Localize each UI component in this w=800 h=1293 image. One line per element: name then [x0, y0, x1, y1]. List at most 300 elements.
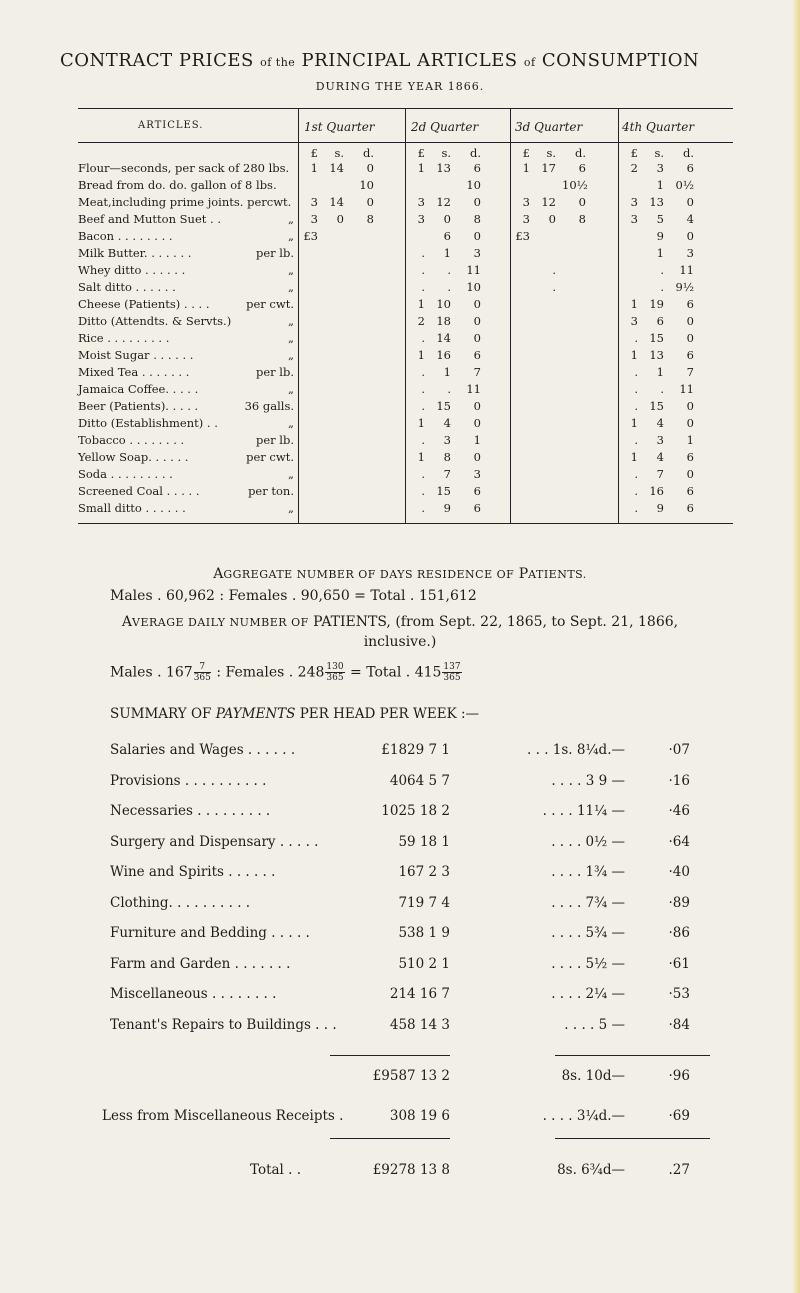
- article-name: Whey ditto . . . . . .: [78, 263, 186, 277]
- header-q2: 2d Quarter: [411, 120, 479, 134]
- price-cell-q4: [620, 263, 720, 278]
- males-label: Males . 167: [110, 664, 193, 681]
- subtotal-rule: [330, 1055, 450, 1056]
- price-cell-q1: [300, 348, 400, 363]
- price-d: 0: [473, 416, 481, 430]
- price-d: 0: [473, 331, 481, 345]
- price-d: 0: [366, 195, 374, 209]
- article-name: Flour—seconds, per sack of 280 lbs.: [78, 161, 290, 175]
- summary-week: . . . . 5½ —: [551, 955, 625, 972]
- summary-label: Clothing. . . . . . . . . .: [110, 894, 251, 911]
- price-l: 1: [417, 297, 425, 311]
- price-s: 9: [443, 501, 451, 515]
- summary-week: . . . . 3 9 —: [551, 772, 625, 789]
- price-cell-q1: [300, 399, 400, 414]
- article-unit: per lb.: [255, 246, 294, 260]
- price-cell-q4: [620, 433, 720, 448]
- article-unit: „: [288, 263, 294, 277]
- currency-d: d.: [469, 146, 481, 160]
- price-d: 6: [473, 348, 481, 362]
- currency-l: £: [417, 146, 425, 160]
- summary-week: . . . . 2¼ —: [551, 986, 625, 1002]
- summary-week: . . . . 5¾ —: [551, 925, 625, 941]
- price-cell-q2: [407, 263, 507, 278]
- price-cell-q1: [300, 433, 400, 448]
- article-name: Beef and Mutton Suet . .: [78, 212, 221, 226]
- price-l: 3: [630, 195, 638, 209]
- price-d: 8: [366, 212, 374, 226]
- summary-frac: ·64: [668, 833, 690, 850]
- summary-frac: ·40: [668, 864, 690, 880]
- summary-heading: [110, 706, 479, 722]
- article-unit: „: [288, 212, 294, 226]
- price-d: 8: [578, 212, 586, 226]
- article-unit: per lb.: [255, 433, 294, 447]
- price-s: 6: [656, 314, 664, 328]
- price-cell-q3: [512, 348, 612, 363]
- price-l: .: [421, 280, 425, 294]
- females-label: : Females . 248: [216, 664, 325, 681]
- price-d: 0: [473, 314, 481, 328]
- females-denominator: 365: [326, 673, 344, 683]
- price-d: 3: [473, 246, 481, 260]
- currency-l: £: [522, 146, 530, 160]
- price-cell-q4: [620, 399, 720, 414]
- table-row: [78, 195, 733, 210]
- price-d: 9½: [675, 280, 694, 294]
- price-s: 9: [656, 229, 664, 243]
- price-s: 0: [548, 212, 556, 226]
- table-row: [78, 161, 733, 176]
- table-row: [78, 348, 733, 363]
- price-d: 8: [473, 212, 481, 226]
- price-s: 12: [541, 195, 556, 209]
- price-l: .: [421, 246, 425, 260]
- price-cell-q3: [512, 365, 612, 380]
- price-cell-q4: [620, 195, 720, 210]
- price-s: 3: [656, 161, 664, 175]
- price-d: 11: [679, 263, 694, 277]
- summary-frac: ·89: [668, 894, 690, 911]
- summary-amount: 4064 5 7: [389, 772, 450, 789]
- currency-l: £: [310, 146, 318, 160]
- less-week: . . . . 3¼d.—: [542, 1108, 625, 1124]
- summary-label: Surgery and Dispensary . . . . .: [110, 833, 319, 850]
- summary-label: Furniture and Bedding . . . . .: [110, 925, 310, 941]
- price-s: 9: [656, 501, 664, 515]
- article-name: Cheese (Patients) . . . .: [78, 297, 210, 311]
- price-s: 12: [436, 195, 451, 209]
- price-d: 0: [473, 297, 481, 311]
- summary-row: [110, 801, 710, 825]
- price-d: 10½: [562, 178, 588, 192]
- price-cell-q1: [300, 263, 400, 278]
- price-s: 8: [443, 450, 451, 464]
- price-d: 3: [686, 246, 694, 260]
- price-cell-q1: [300, 280, 400, 295]
- price-d: 0: [366, 161, 374, 175]
- price-d: 10: [359, 178, 374, 192]
- summary-heading-b: PAYMENTS: [215, 706, 296, 722]
- summary-frac: ·86: [668, 925, 690, 941]
- currency-d: d.: [574, 146, 586, 160]
- price-cell-q4: [620, 229, 720, 244]
- article-unit: per lb.: [255, 365, 294, 379]
- price-cell-q2: [407, 416, 507, 431]
- price-d: 1: [686, 433, 694, 447]
- summary-week: . . . . 0½ —: [551, 833, 625, 850]
- total-rule: [330, 1138, 450, 1139]
- summary-frac: ·07: [668, 742, 690, 758]
- summary-amount: 538 1 9: [398, 925, 450, 941]
- price-d: 6: [473, 161, 481, 175]
- table-row: [78, 433, 733, 448]
- article-unit: „: [288, 280, 294, 294]
- price-cell-q4: [620, 484, 720, 499]
- price-cell-q1: [300, 365, 400, 380]
- currency-header-row: [78, 146, 733, 161]
- price-l: £3: [515, 229, 530, 243]
- price-cell-q3: [512, 161, 612, 176]
- price-cell-q2: [407, 161, 507, 176]
- price-cell-q3: [512, 212, 612, 227]
- aggregate-heading-d: ATIENTS.: [528, 568, 587, 581]
- table-row: [78, 365, 733, 380]
- price-cell-q4: [620, 314, 720, 329]
- average-heading-inclusive: inclusive.): [363, 634, 437, 650]
- price-s: .: [660, 280, 664, 294]
- article-name: Small ditto . . . . . .: [78, 501, 186, 515]
- price-cell-q2: [407, 467, 507, 482]
- price-s: 15: [649, 331, 664, 345]
- article-unit: „: [288, 229, 294, 243]
- title-lead: CONTRACT PRICES: [60, 50, 254, 71]
- males-denominator: 365: [193, 673, 211, 683]
- price-cell-q2: [407, 314, 507, 329]
- price-cell-q2: [407, 501, 507, 516]
- price-l: 1: [417, 450, 425, 464]
- summary-week: . . . 1s. 8¼d.—: [527, 742, 625, 758]
- summary-heading-a: SUMMARY OF: [110, 706, 212, 722]
- price-cell-q4: [620, 365, 720, 380]
- price-l: 1: [417, 416, 425, 430]
- price-d: 0: [686, 314, 694, 328]
- price-cell-q3: [512, 280, 612, 295]
- price-d: 6: [473, 501, 481, 515]
- total-fraction: [442, 662, 461, 683]
- price-l: 3: [417, 212, 425, 226]
- average-heading-a: A: [121, 614, 133, 630]
- price-cell-q1: [300, 382, 400, 397]
- table-row: [78, 399, 733, 414]
- currency-header-q1: [300, 146, 400, 161]
- currency-s: s.: [654, 146, 664, 160]
- prices-table: [78, 108, 733, 528]
- price-s: 4: [656, 416, 664, 430]
- table-row: [78, 246, 733, 261]
- price-d: 10: [466, 178, 481, 192]
- price-cell-q1: [300, 331, 400, 346]
- summary-frac: ·46: [668, 803, 690, 819]
- less-label: Less from Miscellaneous Receipts .: [102, 1108, 344, 1124]
- price-s: 14: [329, 195, 344, 209]
- price-l: .: [634, 467, 638, 481]
- price-l: .: [421, 331, 425, 345]
- price-cell-q4: [620, 450, 720, 465]
- price-s: 4: [443, 416, 451, 430]
- price-l: 1: [417, 348, 425, 362]
- price-cell-q3: [512, 314, 612, 329]
- article-name: Beer (Patients). . . . .: [78, 399, 199, 413]
- summary-row: [110, 771, 710, 795]
- price-s: 1: [656, 365, 664, 379]
- summary-row: [110, 923, 710, 947]
- table-row: [78, 416, 733, 431]
- price-l: .: [634, 365, 638, 379]
- price-cell-q1: [300, 212, 400, 227]
- price-s: 0: [443, 212, 451, 226]
- price-cell-q4: [620, 246, 720, 261]
- price-s: .: [660, 263, 664, 277]
- article-unit: „: [288, 331, 294, 345]
- summary-week: . . . . 1¾ —: [551, 864, 625, 880]
- price-d: 11: [679, 382, 694, 396]
- price-d: 0: [686, 399, 694, 413]
- article-unit: per cwt.: [246, 450, 294, 464]
- article-unit: 36 galls.: [244, 399, 294, 413]
- summary-label: Farm and Garden . . . . . . .: [110, 955, 291, 972]
- price-l: .: [421, 382, 425, 396]
- price-l: 3: [310, 212, 318, 226]
- currency-s: s.: [546, 146, 556, 160]
- price-cell-q2: [407, 365, 507, 380]
- price-s: 1: [656, 178, 664, 192]
- article-name: Ditto (Attendts. & Servts.): [78, 314, 232, 328]
- price-l: 3: [522, 212, 530, 226]
- price-cell-q2: [407, 433, 507, 448]
- currency-d: d.: [362, 146, 374, 160]
- summary-amount: 510 2 1: [398, 955, 450, 972]
- table-row: [78, 280, 733, 295]
- article-name: Rice . . . . . . . . .: [78, 331, 170, 345]
- total-amount: £9278 13 8: [372, 1162, 450, 1178]
- price-cell-q3: [512, 399, 612, 414]
- header-q4: 4th Quarter: [622, 120, 695, 134]
- title-of-2: of: [523, 56, 536, 69]
- average-heading-d: ATIENTS, (from Sept. 22, 1865, to Sept. 21, 1866,: [321, 614, 679, 630]
- average-heading-b: VERAGE DAILY NUMBER OF: [132, 616, 309, 629]
- price-cell-q1: [300, 467, 400, 482]
- price-d: 3: [473, 467, 481, 481]
- subtotal-frac: ·96: [668, 1068, 690, 1084]
- price-cell-q2: [407, 246, 507, 261]
- price-s: .: [447, 382, 451, 396]
- price-cell-q2: [407, 195, 507, 210]
- article-name: Meat,including prime joints. percwt.: [78, 195, 292, 209]
- table-row: [78, 297, 733, 312]
- price-s: 0: [336, 212, 344, 226]
- price-l: 2: [417, 314, 425, 328]
- price-d: 0: [686, 195, 694, 209]
- price-cell-q4: [620, 416, 720, 431]
- price-l: 3: [310, 195, 318, 209]
- price-d: 0½: [675, 178, 694, 192]
- table-row: [78, 484, 733, 499]
- price-l: 1: [417, 161, 425, 175]
- price-l: .: [634, 331, 638, 345]
- summary-row: [110, 893, 710, 917]
- price-cell-q3: [512, 501, 612, 516]
- price-cell-q2: [407, 229, 507, 244]
- subtotal-amount: £9587 13 2: [372, 1068, 450, 1084]
- price-l: 1: [310, 161, 318, 175]
- aggregate-heading-a: A: [213, 566, 224, 582]
- price-s: 14: [436, 331, 451, 345]
- price-s: 16: [649, 484, 664, 498]
- summary-label: Miscellaneous . . . . . . . .: [110, 986, 277, 1002]
- price-cell-q3: [512, 484, 612, 499]
- price-l: 2: [630, 161, 638, 175]
- less-row: [102, 1106, 710, 1130]
- price-l: 1: [522, 161, 530, 175]
- header-articles: ARTICLES.: [138, 120, 204, 131]
- price-s: 13: [436, 161, 451, 175]
- summary-amount: 59 18 1: [398, 833, 450, 850]
- article-unit: „: [288, 416, 294, 430]
- price-l: .: [421, 484, 425, 498]
- price-cell-q1: [300, 450, 400, 465]
- price-s: 17: [541, 161, 556, 175]
- article-name: Mixed Tea . . . . . . .: [78, 365, 190, 379]
- price-cell-q2: [407, 297, 507, 312]
- price-cell-q3: [512, 178, 612, 193]
- price-d: 0: [686, 331, 694, 345]
- price-d: 6: [686, 297, 694, 311]
- price-d: 7: [686, 365, 694, 379]
- price-cell-q1: [300, 229, 400, 244]
- summary-amount: £1829 7 1: [381, 742, 450, 758]
- total-row-label: Total . .: [250, 1162, 302, 1178]
- price-l: .: [421, 365, 425, 379]
- price-cell-q1: [300, 416, 400, 431]
- summary-row: [110, 954, 710, 978]
- page-subtitle: DURING THE YEAR 1866.: [315, 80, 485, 93]
- price-cell-q1: [300, 314, 400, 329]
- price-cell-q1: [300, 178, 400, 193]
- total-label: = Total . 415: [350, 664, 442, 681]
- price-d: 0: [578, 195, 586, 209]
- price-s: 1: [443, 246, 451, 260]
- subtotal-rule-week: [555, 1055, 710, 1056]
- price-cell-q4: [620, 331, 720, 346]
- page-edge-stain: [792, 0, 800, 1293]
- currency-header-q3: [512, 146, 612, 161]
- price-d: 4: [686, 212, 694, 226]
- summary-week: . . . . 11¼ —: [542, 803, 625, 819]
- title-end: CONSUMPTION: [541, 50, 700, 71]
- price-cell-q1: [300, 484, 400, 499]
- price-d: 6: [473, 484, 481, 498]
- summary-row: [110, 984, 710, 1008]
- table-row: [78, 263, 733, 278]
- article-name: Tobacco . . . . . . . .: [78, 433, 185, 447]
- price-s: 15: [436, 399, 451, 413]
- price-s: 14: [329, 161, 344, 175]
- title-mid: PRINCIPAL ARTICLES: [301, 50, 518, 71]
- summary-row: [110, 1015, 710, 1039]
- article-unit: „: [288, 348, 294, 362]
- price-d: 11: [466, 263, 481, 277]
- price-s: 15: [649, 399, 664, 413]
- price-cell-q4: [620, 382, 720, 397]
- article-name: Jamaica Coffee. . . . .: [78, 382, 199, 396]
- price-l: 1: [630, 416, 638, 430]
- price-l: 3: [630, 212, 638, 226]
- table-row: [78, 467, 733, 482]
- article-unit: per cwt.: [246, 297, 294, 311]
- article-name: Salt ditto . . . . . .: [78, 280, 176, 294]
- price-cell-q4: [620, 178, 720, 193]
- price-l: 3: [417, 195, 425, 209]
- price-l: .: [634, 399, 638, 413]
- summary-amount: 719 7 4: [398, 894, 450, 911]
- table-row: [78, 331, 733, 346]
- price-cell-q4: [620, 212, 720, 227]
- price-cell-q1: [300, 297, 400, 312]
- aggregate-heading: [0, 566, 800, 582]
- price-s: 7: [443, 467, 451, 481]
- price-cell-q3: [512, 331, 612, 346]
- price-cell-q1: [300, 161, 400, 176]
- price-l: .: [421, 467, 425, 481]
- price-cell-q2: [407, 484, 507, 499]
- currency-d: d.: [682, 146, 694, 160]
- summary-frac: ·53: [668, 986, 690, 1002]
- price-cell-q3: [512, 297, 612, 312]
- article-name: Screened Coal . . . . .: [78, 484, 200, 498]
- price-cell-q4: [620, 161, 720, 176]
- price-s: 16: [436, 348, 451, 362]
- price-s: 5: [656, 212, 664, 226]
- article-unit: „: [288, 314, 294, 328]
- price-s: 1: [656, 246, 664, 260]
- less-amount: 308 19 6: [389, 1108, 450, 1124]
- price-s: .: [447, 280, 451, 294]
- price-s: .: [447, 263, 451, 277]
- title-of: of the: [260, 56, 296, 69]
- article-unit: „: [288, 501, 294, 515]
- price-d: 6: [686, 501, 694, 515]
- price-s: .: [660, 382, 664, 396]
- price-s: 6: [443, 229, 451, 243]
- total-denominator: 365: [443, 673, 461, 683]
- price-cell-q1: [300, 195, 400, 210]
- price-d: 10: [466, 280, 481, 294]
- females-fraction: [325, 662, 344, 683]
- price-cell-q4: [620, 297, 720, 312]
- price-s: 13: [649, 195, 664, 209]
- price-l: 1: [630, 348, 638, 362]
- price-l: .: [421, 263, 425, 277]
- price-d: 6: [686, 450, 694, 464]
- summary-label: Provisions . . . . . . . . . .: [110, 772, 267, 789]
- price-cell-q4: [620, 280, 720, 295]
- price-d: 6: [686, 161, 694, 175]
- summary-amount: 214 16 7: [389, 986, 450, 1002]
- table-row: [78, 178, 733, 193]
- price-cell-q4: [620, 348, 720, 363]
- price-cell-q3: [512, 382, 612, 397]
